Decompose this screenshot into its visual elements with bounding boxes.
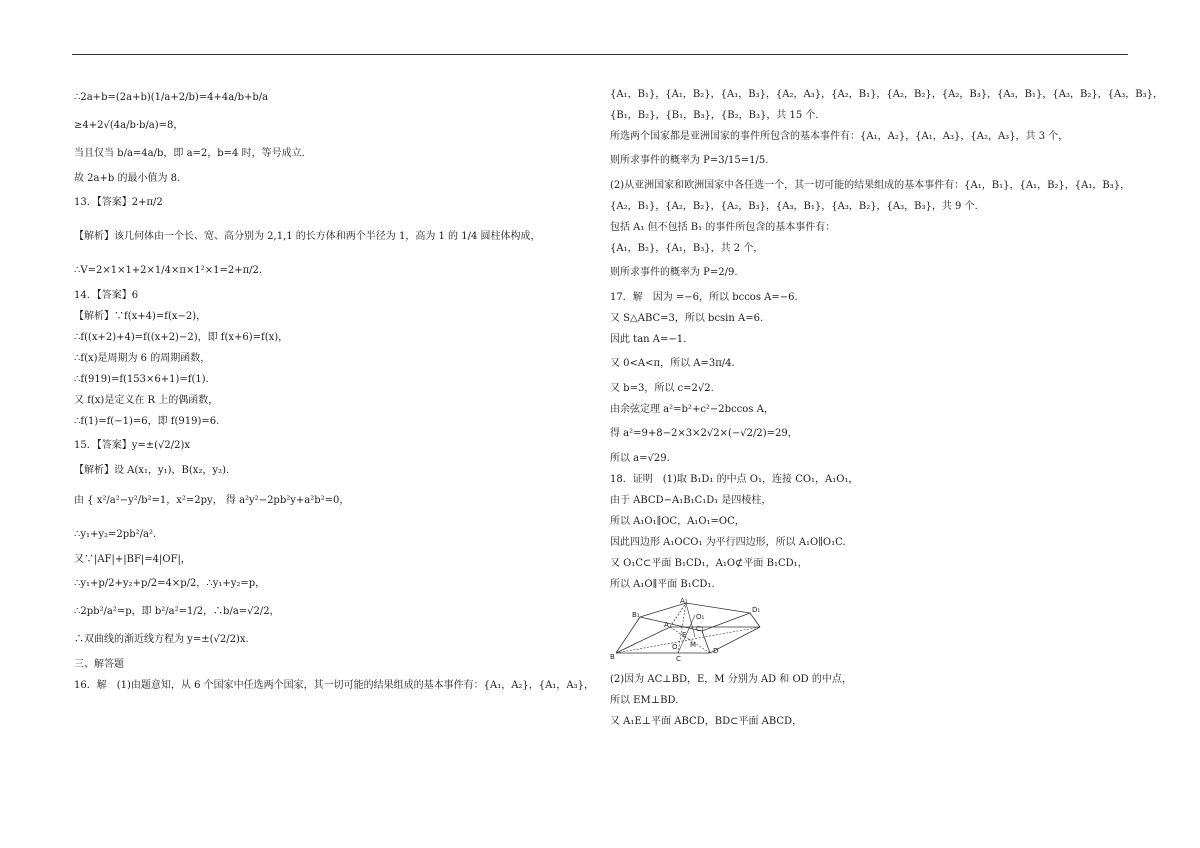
text-line: ∴f(x)是周期为 6 的周期函数，	[74, 353, 211, 364]
text-line: ∴2a+b=(2a+b)(1/a+2/b)=4+4a/b+b/a	[74, 92, 269, 103]
text-line: 当且仅当 b/a=4a/b，即 a=2，b=4 时，等号成立．	[74, 148, 312, 159]
label-o1: O₁	[696, 613, 705, 621]
text-line: 又∵|AF|+|BF|=4|OF|，	[74, 554, 191, 565]
text-line: 由余弦定理 a²=b²+c²−2bccos A，	[610, 404, 774, 415]
right-column-text-top	[610, 84, 1163, 595]
label-d: D	[713, 647, 719, 655]
label-m: M	[690, 641, 697, 649]
label-a1: A₁	[680, 597, 688, 605]
text-line: 所以 EM⊥BD.	[610, 695, 679, 706]
text-line: 故 2a+b 的最小值为 8.	[74, 173, 181, 184]
text-line: (2)因为 AC⊥BD，E，M 分别为 AD 和 OD 的中点，	[610, 674, 852, 685]
text-line: 包括 A₁ 但不包括 B₁ 的事件所包含的基本事件有：	[610, 222, 836, 233]
label-e: E	[682, 631, 687, 639]
text-line: 所选两个国家都是亚洲国家的事件所包含的基本事件有：{A₁，A₂}，{A₁，A₃}，{A₂，A₃}，共 3 个，	[610, 131, 1069, 142]
text-line: 所以 A₁O∥平面 B₁CD₁.	[610, 579, 715, 590]
text-line: ∴双曲线的渐近线方程为 y=±(√2/2)x.	[74, 634, 249, 645]
text-line: 则所求事件的概率为 P=3/15=1/5.	[610, 155, 769, 166]
text-line: ≥4+2√(4a/b·b/a)=8，	[74, 120, 184, 131]
text-line: {A₂，B₁}，{A₂，B₂}，{A₂，B₃}，{A₃，B₁}，{A₃，B₂}，{A₃，B₃}，共 9 个．	[610, 201, 985, 212]
prism-figure	[610, 597, 1135, 665]
text-line: 由于 ABCD−A₁B₁C₁D₁ 是四棱柱，	[610, 495, 772, 506]
text-line: 14．【答案】6	[74, 290, 139, 301]
text-line: {A₁，B₁}，{A₁，B₂}，{A₁，B₃}，{A₂，A₃}，{A₂，B₁}，{A₂，B₂}，{A₂，B₃}，{A₃，B₁}，{A₃，B₂}，{A₃，B₃}，	[610, 89, 1163, 100]
label-c: C	[676, 655, 681, 663]
text-line: 因此四边形 A₁OCO₁ 为平行四边形，所以 A₁O∥O₁C.	[610, 537, 846, 548]
text-line: 所以 a=√29.	[610, 453, 670, 464]
text-line: 【解析】设 A(x₁，y₁)，B(x₂，y₂)．	[74, 465, 236, 476]
text-line: 又 A₁E⊥平面 ABCD，BD⊂平面 ABCD，	[610, 716, 803, 727]
right-column-text-bottom	[610, 669, 1135, 732]
text-line: 又 f(x)是定义在 R 上的偶函数，	[74, 395, 219, 406]
text-line: ∴y₁+y₂=2pb²/a².	[74, 529, 157, 540]
text-line: 17．解 因为 =−6，所以 bccos A=−6.	[610, 292, 798, 303]
text-line: 由 { x²/a²−y²/b²=1，x²=2py， 得 a²y²−2pb²y+a²b²=0，	[74, 495, 350, 506]
text-line: ∴y₁+p/2+y₂+p/2=4×p/2，∴y₁+y₂=p，	[74, 578, 266, 589]
text-line: 所以 A₁O₁∥OC，A₁O₁=OC，	[610, 516, 745, 527]
text-line: 【解析】该几何体由一个长、宽、高分别为 2,1,1 的长方体和两个半径为 1，高为 1 的 1/4 圆柱体构成，	[74, 231, 541, 242]
text-line: 又 S△ABC=3，所以 bcsin A=6.	[610, 313, 764, 324]
text-line: ∴f(919)=f(153×6+1)=f(1)．	[74, 374, 216, 385]
right-column	[610, 84, 1163, 732]
left-column	[74, 84, 594, 696]
text-line: (2)从亚洲国家和欧洲国家中各任选一个，其一切可能的结果组成的基本事件有：{A₁，B₁}，{A₁，B₂}，{A₁，B₃}，	[610, 180, 1131, 191]
text-line: 【解析】∵f(x+4)=f(x−2)，	[74, 311, 207, 322]
text-line: 又 0<A<π，所以 A=3π/4.	[610, 358, 735, 369]
text-line: ∴V=2×1×1+2×1/4×π×1²×1=2+π/2.	[74, 265, 263, 276]
text-line: {B₁，B₂}，{B₁，B₃}，{B₂，B₃}，共 15 个．	[610, 110, 826, 121]
label-d1: D₁	[752, 606, 761, 614]
text-line: 则所求事件的概率为 P=2/9.	[610, 267, 738, 278]
text-line: ∴2pb²/a²=p，即 b²/a²=1/2，∴b/a=√2/2，	[74, 606, 280, 617]
text-line: 13．【答案】2+π/2	[74, 197, 163, 208]
label-c1: C₁	[696, 625, 704, 633]
text-line: 18．证明 (1)取 B₁D₁ 的中点 O₁，连接 CO₁，A₁O₁，	[610, 474, 859, 485]
text-line: ∴f(1)=f(−1)=6，即 f(919)=6.	[74, 416, 220, 427]
label-b1: B₁	[632, 611, 640, 619]
text-line: 因此 tan A=−1.	[610, 334, 687, 345]
text-line: 15．【答案】y=±(√2/2)x	[74, 440, 191, 451]
text-line: {A₁，B₂}，{A₁，B₃}，共 2 个，	[610, 243, 764, 254]
text-line: 又 b=3，所以 c=2√2.	[610, 383, 714, 394]
text-line: ∴f((x+2)+4)=f((x+2)−2)，即 f(x+6)=f(x)，	[74, 332, 289, 343]
text-line: 16．解 (1)由题意知，从 6 个国家中任选两个国家，其一切可能的结果组成的基本事件有：{A₁，A₂}，{A₁，A₃}，	[74, 680, 594, 691]
label-a: A	[664, 621, 669, 629]
text-line: 三、解答题	[74, 659, 124, 670]
header-rule	[72, 54, 1128, 55]
label-b: B	[610, 653, 615, 661]
text-line: 又 O₁C⊂平面 B₁CD₁，A₁O⊄平面 B₁CD₁，	[610, 558, 808, 569]
text-line: 得 a²=9+8−2×3×2√2×(−√2/2)=29，	[610, 428, 798, 439]
label-o: O	[672, 643, 678, 651]
prism-diagram	[610, 597, 770, 665]
